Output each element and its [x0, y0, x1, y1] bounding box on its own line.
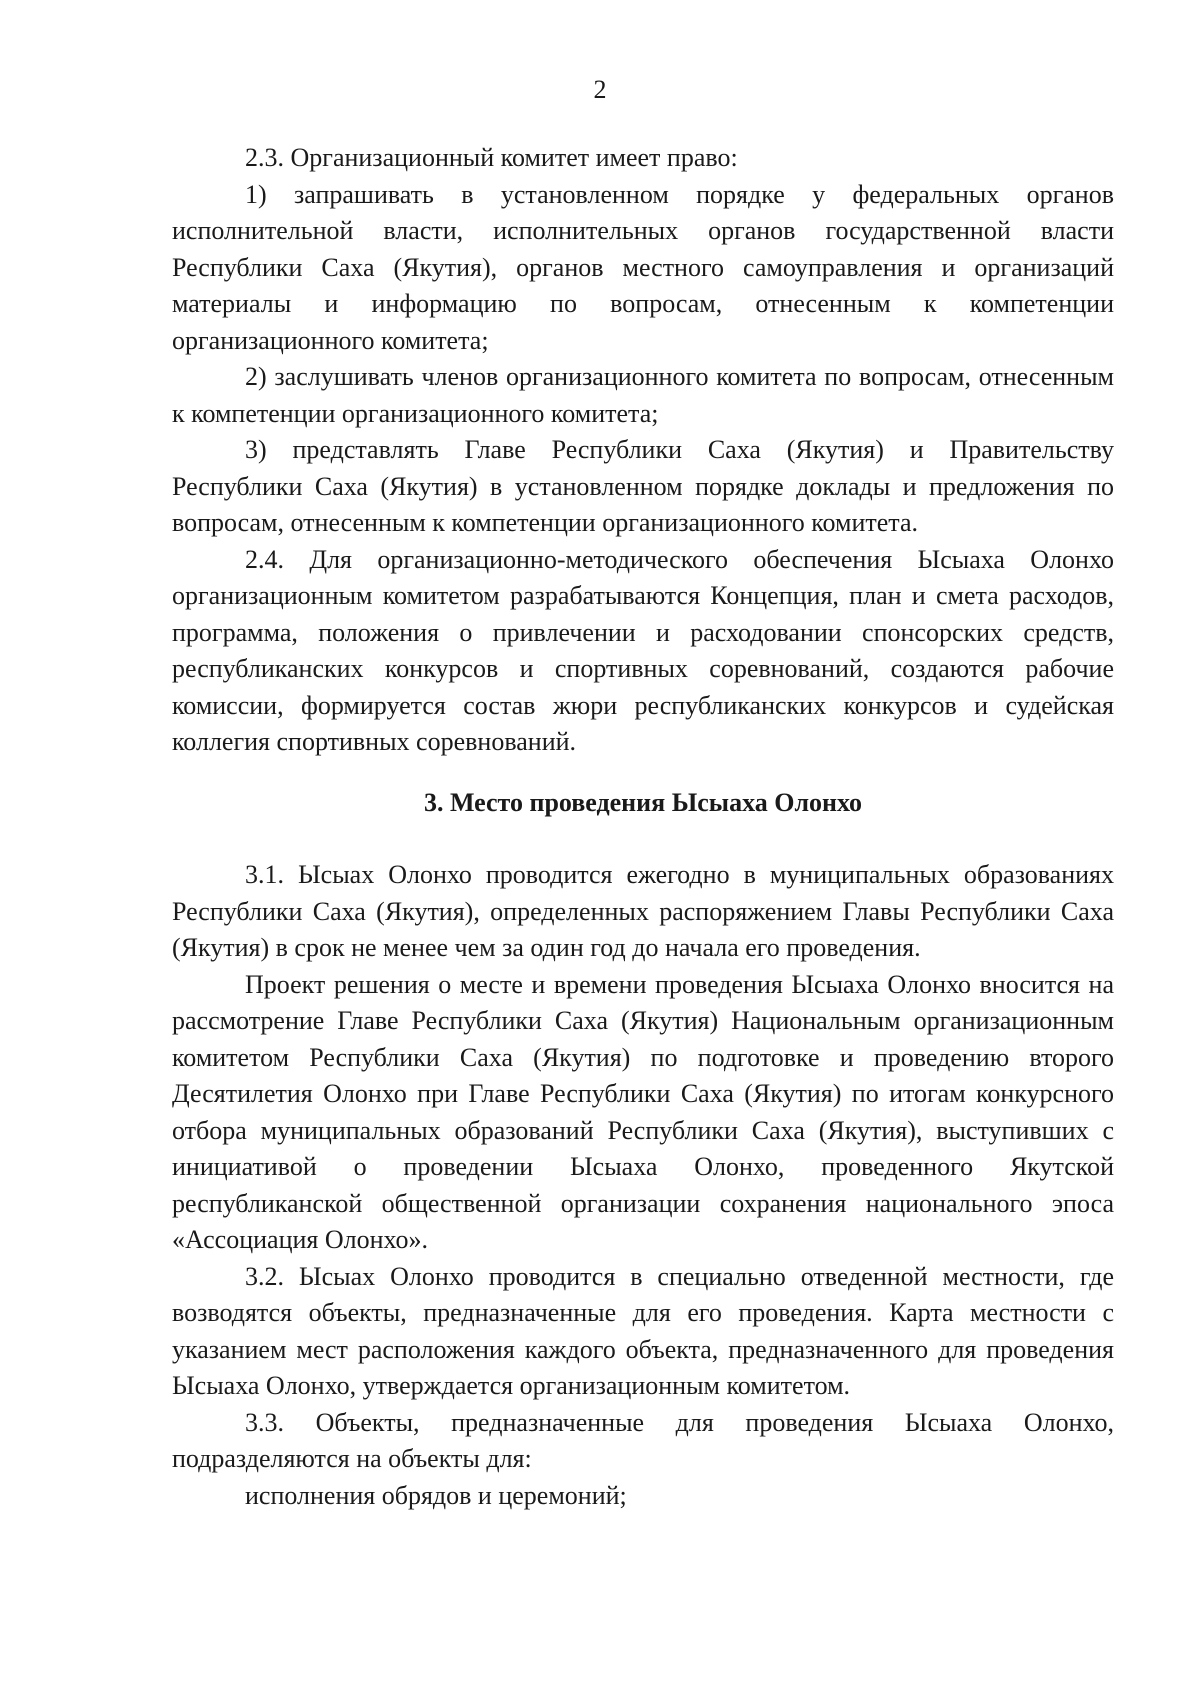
- paragraph-2-3-item-1: 1) запрашивать в установленном порядке у федеральных органов исполнительной власти, исполнительных органов государственной власти Республики Саха (Якутия), органов местного самоуправления и организаций материалы и информацию по вопросам, отнесенным к компетенции организационного комитета;: [172, 179, 1114, 355]
- paragraph-3-2: 3.2. Ысыах Олонхо проводится в специально отведенной местности, где возводятся объекты, предназначенные для его проведения. Карта местности с указанием мест расположения каждого объекта, предназначенного для проведения Ысыаха Олонхо, утверждается организационным комитетом.: [172, 1261, 1114, 1400]
- paragraph-2-3-intro: 2.3. Организационный комитет имеет право:: [245, 143, 738, 172]
- paragraph-2-3-item-2: 2) заслушивать членов организационного комитета по вопросам, отнесенным к компетенции организационного комитета;: [172, 362, 1114, 428]
- section-3-heading: 3. Место проведения Ысыаха Олонхо: [423, 787, 863, 817]
- paragraph-3-1-project: Проект решения о месте и времени проведения Ысыаха Олонхо вносится на рассмотрение Главе Республики Саха (Якутия) Национальным организационным комитетом Республики Саха (Якутия) по подготовке и проведению второго Десятилетия Олонхо при Главе Республики Саха (Якутия) по итогам конкурсного отбора муниципальных образований Республики Саха (Якутия), выступивших с инициативой о проведении Ысыаха Олонхо, проведенного Якутской республиканской общественной организации сохранения национального эпоса «Ассоциация Олонхо».: [172, 969, 1114, 1254]
- paragraph-2-3-item-3: 3) представлять Главе Республики Саха (Якутия) и Правительству Республики Саха (Якутия) в установленном порядке доклады и предложения по вопросам, отнесенным к компетенции организационного комитета.: [172, 435, 1114, 537]
- paragraph-2-4: 2.4. Для организационно-методического обеспечения Ысыаха Олонхо организационным комитетом разрабатываются Концепция, план и смета расходов, программа, положения о привлечении и расходовании спонсорских средств, республиканских конкурсов и спортивных соревнований, создаются рабочие комиссии, формируется состав жюри республиканских конкурсов и судейская коллегия спортивных соревнований.: [172, 544, 1114, 756]
- paragraph-3-1: 3.1. Ысыах Олонхо проводится ежегодно в муниципальных образованиях Республики Саха (Якутия), определенных распоряжением Главы Республики Саха (Якутия) в срок не менее чем за один год до начала его проведения.: [172, 860, 1114, 962]
- document-body: [172, 140, 1114, 1514]
- paragraph-3-3-item-1: исполнения обрядов и церемоний;: [245, 1480, 627, 1510]
- page-number: 2: [593, 75, 607, 104]
- paragraph-3-3: 3.3. Объекты, предназначенные для проведения Ысыаха Олонхо, подразделяются на объекты для:: [172, 1407, 1114, 1473]
